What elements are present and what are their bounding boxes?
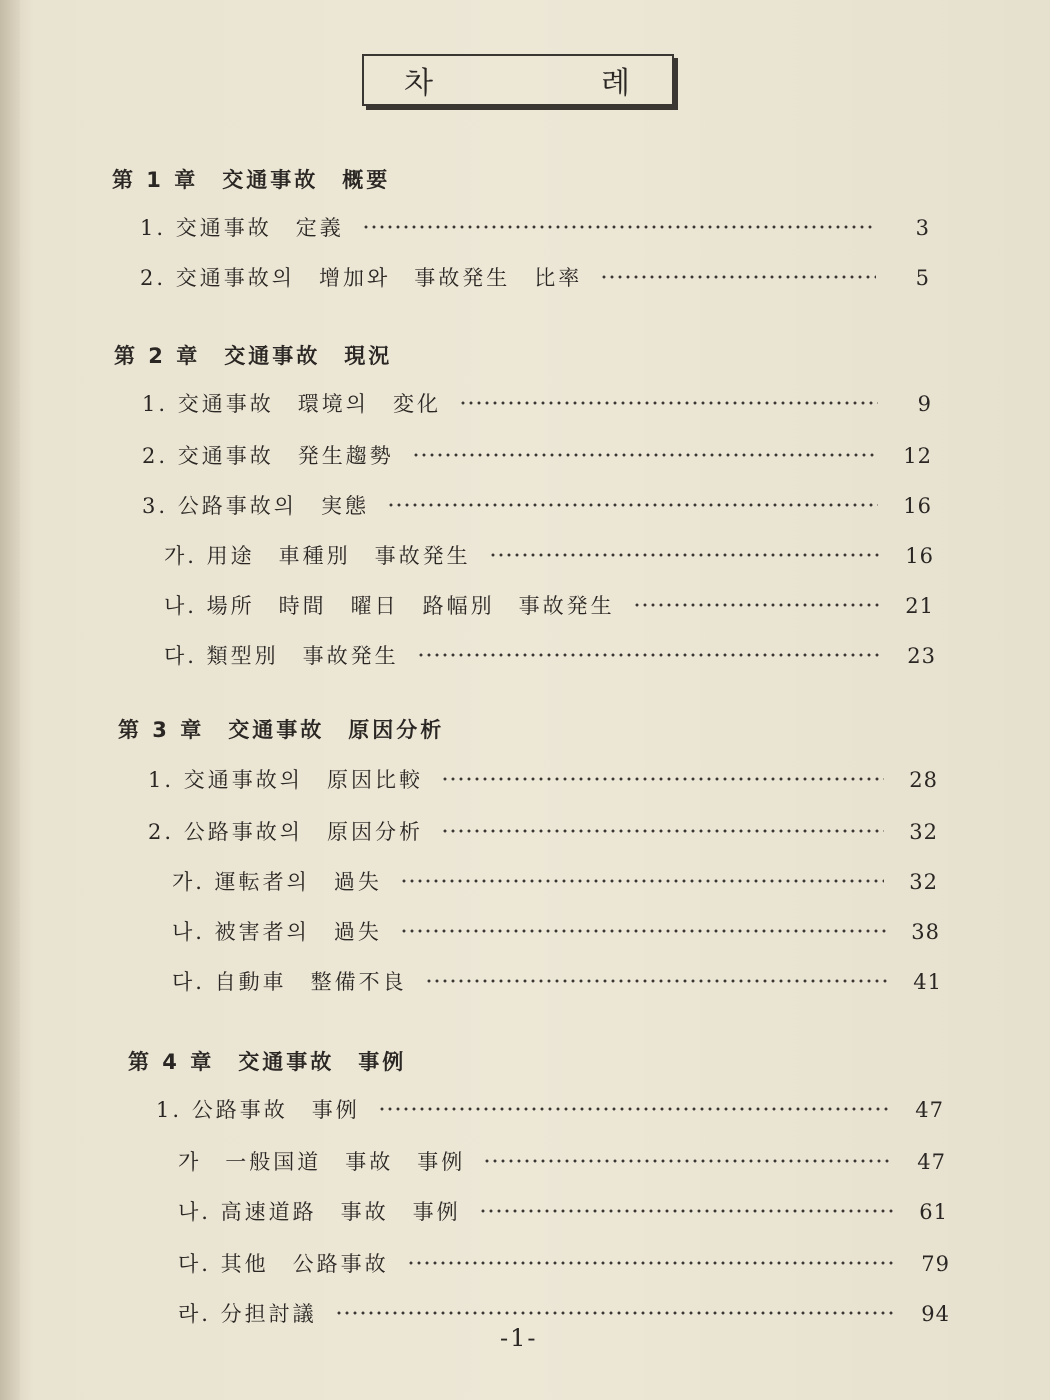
toc-entry-page: 41 [913,970,942,994]
chapter-heading [112,164,390,194]
toc-entry [178,1248,950,1278]
toc-entry [178,1196,948,1226]
toc-entry [140,212,930,242]
dot-leader [400,929,886,933]
toc-entry-page: 79 [921,1252,950,1276]
chapter-heading [114,340,392,370]
toc-entry-page: 94 [921,1302,950,1326]
toc-entry-label: 2. 交通事故 発生趨勢 [142,444,394,468]
chapter-heading-text: 第 4 章 交通事故 事例 [128,1050,407,1074]
toc-entry [164,590,934,620]
toc-entry-page: 61 [919,1200,948,1224]
toc-entry [156,1094,944,1124]
toc-entry-label: 3. 公路事故의 実態 [142,494,369,518]
toc-entry-page: 3 [915,216,930,240]
toc-entry [172,916,940,946]
dot-leader [600,275,876,279]
dot-leader [441,777,884,781]
toc-entry-label: 가 一般国道 事故 事例 [178,1150,466,1174]
toc-entry-page: 32 [909,870,938,894]
toc-entry [164,540,934,570]
toc-entry [172,866,938,896]
chapter-heading-text: 第 3 章 交通事故 原因分析 [118,718,445,742]
toc-entry [142,440,932,470]
dot-leader [425,979,888,983]
dot-leader [489,553,880,557]
dot-leader [479,1209,894,1213]
toc-entry-page: 9 [917,392,932,416]
chapter-heading-text: 第 2 章 交通事故 現況 [114,344,393,368]
toc-entry-label: 가. 用途 車種別 事故発生 [164,544,471,568]
toc-entry-page: 32 [909,820,938,844]
toc-entry-page: 16 [903,494,932,518]
dot-leader [378,1107,890,1111]
toc-entry-label: 1. 交通事故 定義 [140,216,344,240]
dot-leader [400,879,884,883]
toc-entry-page: 21 [905,594,934,618]
toc-entry-page: 47 [915,1098,944,1122]
toc-entry [142,388,932,418]
dot-leader [483,1159,892,1163]
toc-entry [148,764,938,794]
page-number: -1- [500,1324,538,1352]
toc-entry [164,640,936,670]
toc-entry-page: 38 [911,920,940,944]
toc-entry-label: 다. 自動車 整備不良 [172,970,407,994]
toc-entry [178,1298,950,1328]
toc-entry-page: 12 [903,444,932,468]
toc-entry [148,816,938,846]
toc-entry-label: 다. 類型別 事故発生 [164,644,399,668]
dot-leader [633,603,880,607]
toc-entry-label: 나. 被害者의 過失 [172,920,382,944]
dot-leader [417,653,882,657]
toc-entry-label: 라. 分担討議 [178,1302,317,1326]
toc-entry-label: 1. 公路事故 事例 [156,1098,360,1122]
toc-entry-label: 나. 高速道路 事故 事例 [178,1200,461,1224]
toc-entry-label: 1. 交通事故의 原因比較 [148,768,423,792]
toc-entry-page: 16 [905,544,934,568]
chapter-heading [128,1046,406,1076]
toc-entry-label: 1. 交通事故 環境의 変化 [142,392,441,416]
dot-leader [407,1261,896,1265]
toc-entry-page: 5 [915,266,930,290]
toc-title-left: 차 [404,66,435,101]
toc-entry-page: 23 [907,644,936,668]
dot-leader [459,401,878,405]
toc-entry [172,966,942,996]
book-spine-shadow [0,0,20,1400]
toc-entry-label: 나. 場所 時間 曜日 路幅別 事故発生 [164,594,615,618]
toc-entry-label: 2. 交通事故의 增加와 事故発生 比率 [140,266,583,290]
toc-entry-page: 47 [917,1150,946,1174]
toc-title-box [362,54,674,106]
dot-leader [412,453,878,457]
dot-leader [441,829,884,833]
dot-leader [387,503,878,507]
dot-leader [335,1311,896,1315]
chapter-heading [118,714,444,744]
toc-title-right: 례 [601,66,632,101]
toc-entry [142,490,932,520]
toc-entry-label: 다. 其他 公路事故 [178,1252,389,1276]
dot-leader [362,225,876,229]
toc-entry-label: 2. 公路事故의 原因分析 [148,820,423,844]
chapter-heading-text: 第 1 章 交通事故 概要 [112,168,391,192]
toc-entry [140,262,930,292]
toc-entry-page: 28 [909,768,938,792]
toc-entry [178,1146,946,1176]
toc-entry-label: 가. 運転者의 過失 [172,870,382,894]
